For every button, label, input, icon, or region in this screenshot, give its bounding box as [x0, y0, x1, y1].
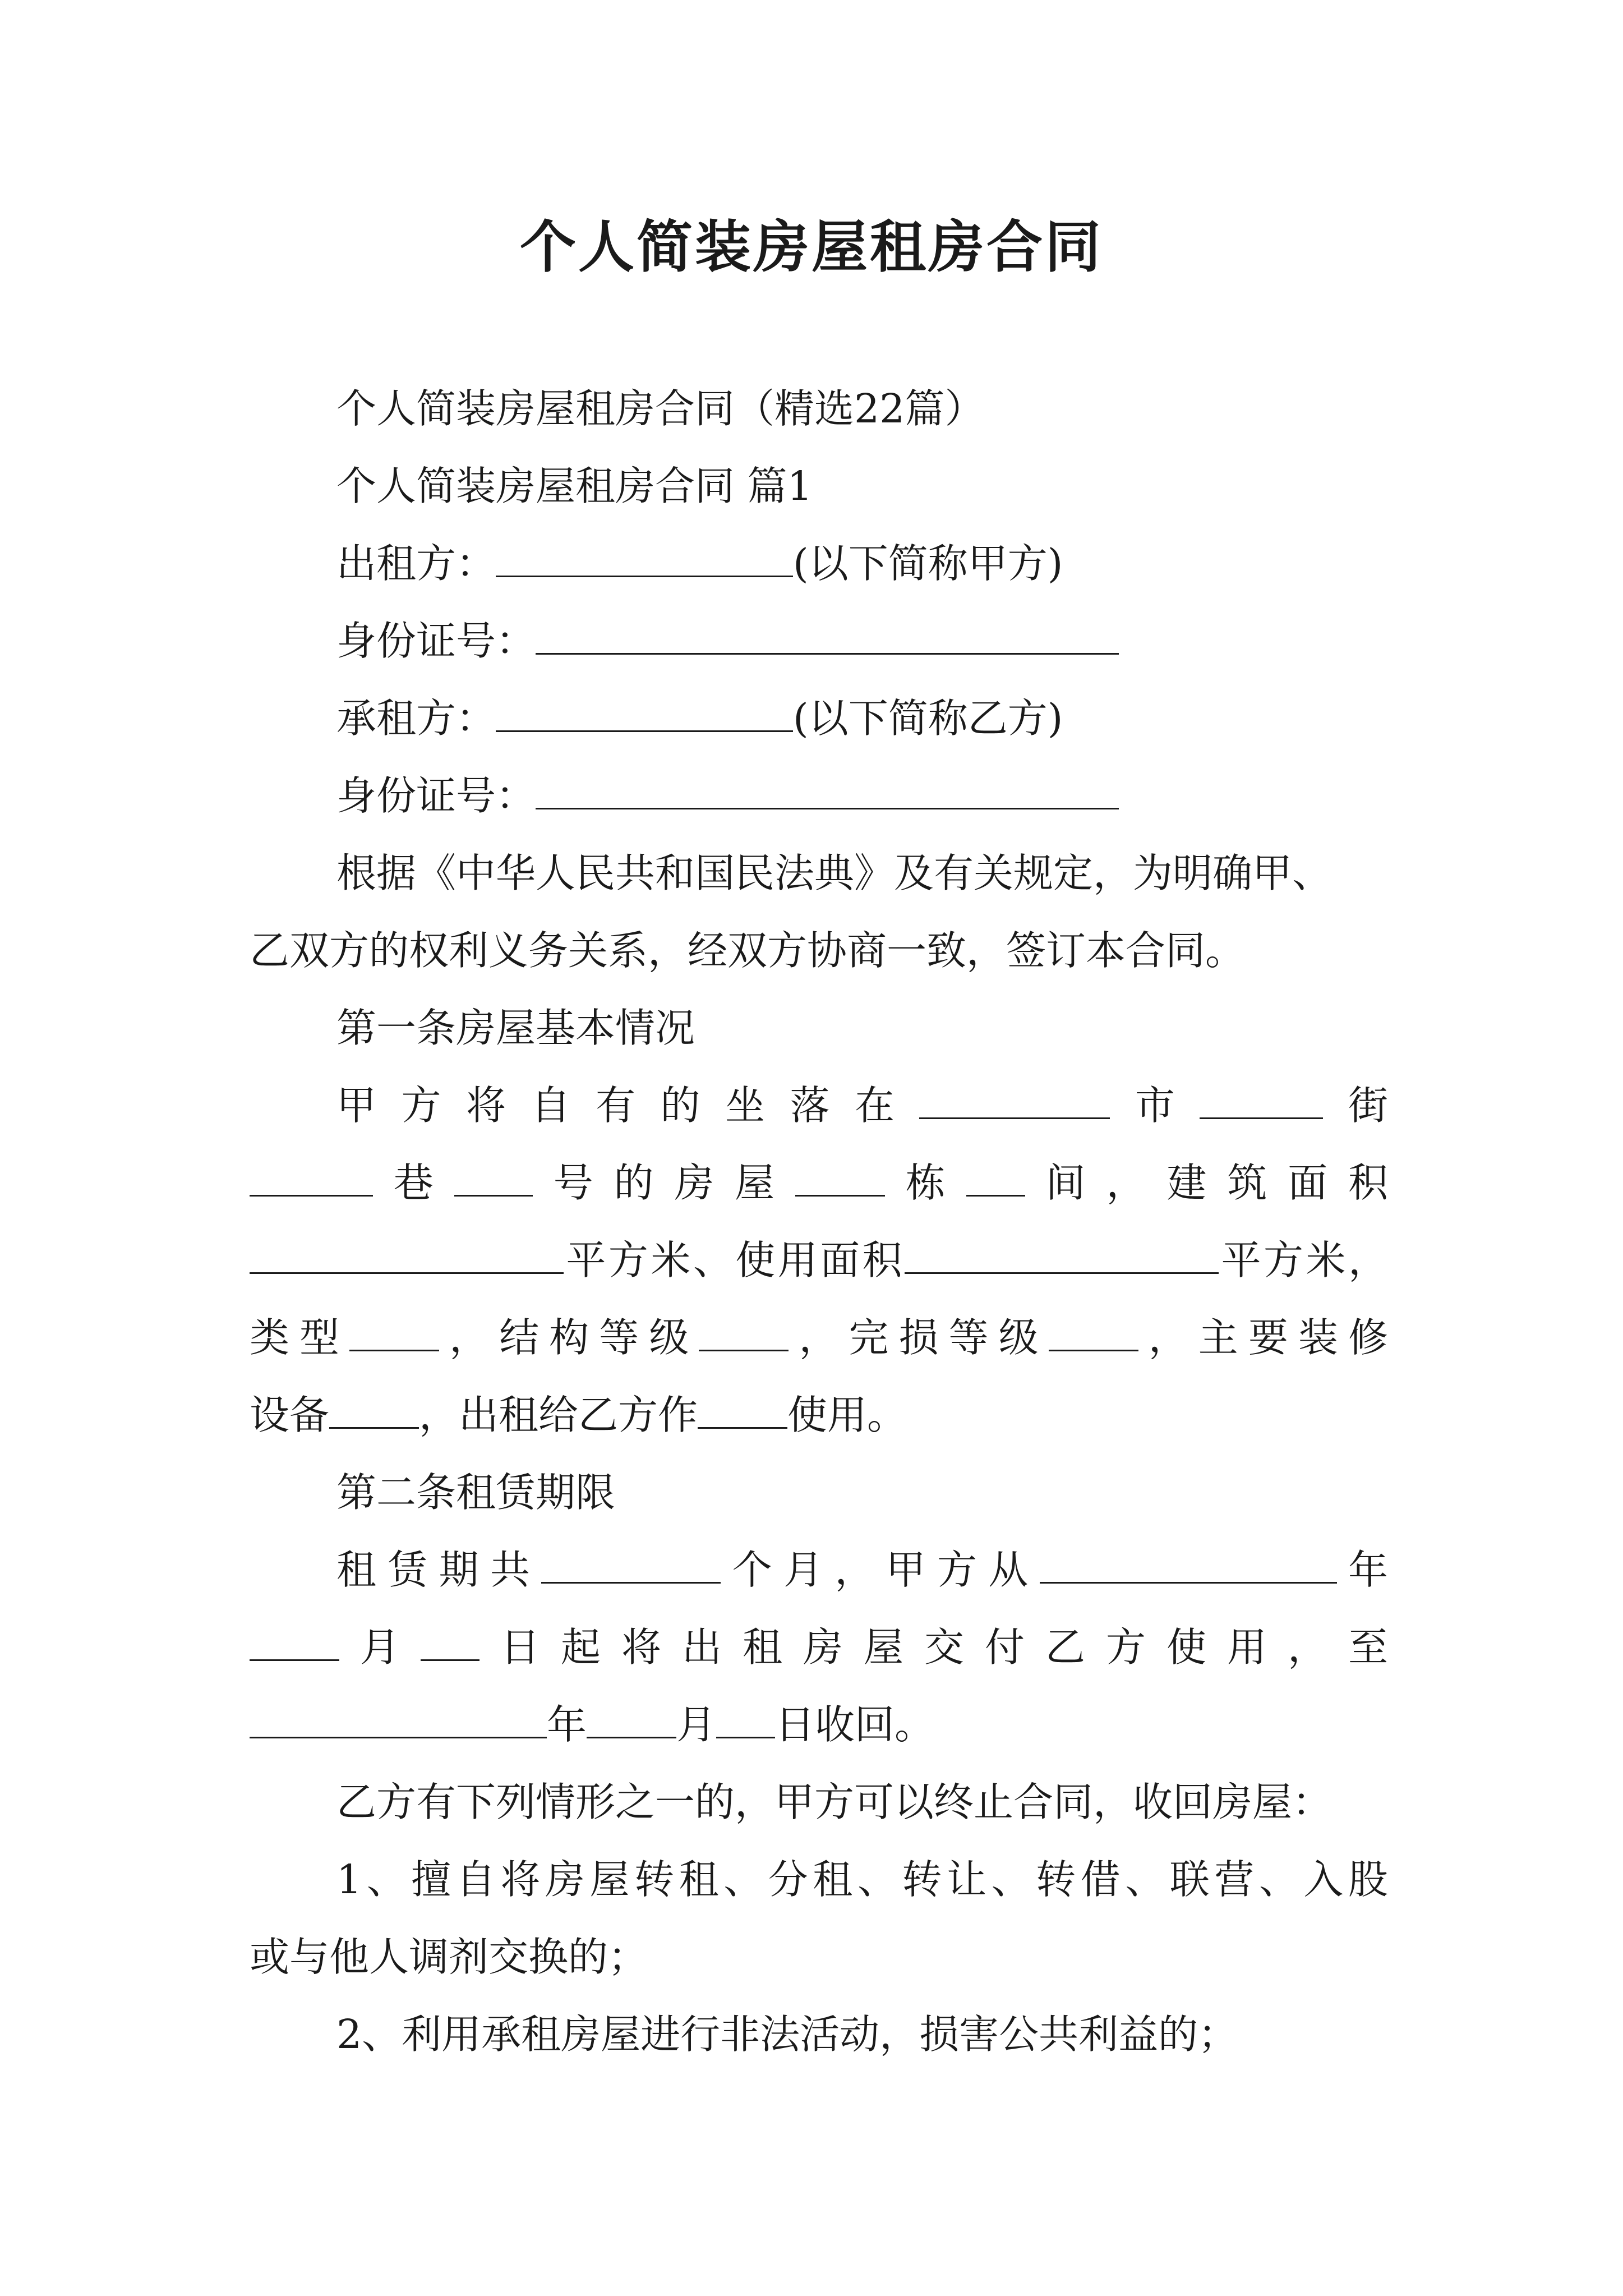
street-blank [250, 1158, 373, 1197]
article1-text: 甲方将自有的坐落在 [336, 1082, 920, 1129]
article1-line-2 [250, 1144, 1388, 1222]
article2-text: 日收回。 [775, 1701, 935, 1748]
article2-text: 日起将出租房屋交付乙方使用，至 [479, 1624, 1388, 1671]
article1-text: 巷 [373, 1159, 454, 1206]
article1-text: 设备 [250, 1392, 330, 1438]
article1-text: ，结构等级 [439, 1314, 699, 1361]
lessee-name-blank [496, 693, 793, 732]
structure-grade-blank [699, 1313, 789, 1351]
article2-text: 租赁期共 [336, 1547, 542, 1593]
lessee-label: 承租方： [336, 695, 496, 742]
article1-text: 类型 [250, 1314, 350, 1361]
lessor-id-label: 身份证号： [336, 618, 536, 664]
lessor-suffix: (以下简称甲方) [793, 540, 1063, 587]
article1-text: 街 [1323, 1082, 1388, 1129]
equipment-blank [329, 1390, 419, 1429]
article1-text: ，出租给乙方作 [419, 1392, 698, 1438]
lessee-id-blank [536, 771, 1119, 809]
city-blank [1200, 1080, 1323, 1119]
termination-item-1-line-2: 或与他人调剂交换的； [250, 1934, 648, 1980]
termination-item-2: 2、利用承租房屋进行非法活动，损害公共利益的； [336, 2011, 1238, 2058]
article2-line-1 [250, 1531, 1388, 1609]
start-month-blank [250, 1622, 339, 1661]
article1-text: 间，建筑面积 [1025, 1159, 1388, 1206]
house-number-blank [795, 1158, 885, 1197]
lane-blank [454, 1158, 533, 1197]
lessee-suffix: (以下简称乙方) [793, 695, 1063, 742]
building-area-blank [250, 1235, 564, 1274]
lessee-id-label: 身份证号： [336, 772, 536, 819]
article1-text: 平方米， [1219, 1237, 1388, 1283]
condition-grade-blank [1049, 1313, 1138, 1351]
section-heading: 个人简装房屋租房合同 篇1 [336, 463, 813, 509]
article1-text: 市 [1110, 1082, 1200, 1129]
intro-line-1: 根据《中华人民共和国民法典》及有关规定，为明确甲、 [336, 850, 1332, 896]
lessee-line [250, 680, 1388, 757]
end-year-blank [250, 1700, 547, 1738]
article1-text: ，主要装修 [1138, 1314, 1388, 1361]
building-blank [966, 1158, 1025, 1197]
end-month-blank [587, 1700, 676, 1738]
article2-line-2 [250, 1609, 1388, 1686]
article2-text: 月 [676, 1701, 717, 1748]
document-body [250, 370, 1388, 2073]
lessor-name-blank [496, 539, 793, 577]
article1-text: 使用。 [787, 1392, 907, 1438]
lessor-label: 出租方： [336, 540, 496, 587]
article1-text: ，完损等级 [789, 1314, 1049, 1361]
usage-blank [698, 1390, 787, 1429]
type-blank [349, 1313, 439, 1351]
document-title: 个人简装房屋租房合同 [520, 214, 1103, 280]
article1-text: 栋 [885, 1159, 966, 1206]
article2-text: 月 [339, 1624, 421, 1671]
termination-item-1-line-1: 1、擅自将房屋转租、分租、转让、转借、联营、入股 [336, 1856, 1388, 1903]
lessor-id-line [250, 602, 1388, 680]
lessor-id-blank [536, 616, 1119, 655]
article1-line-5 [250, 1377, 1388, 1454]
article1-heading: 第一条房屋基本情况 [336, 1005, 695, 1051]
start-year-blank [1040, 1545, 1337, 1584]
lessor-line [250, 525, 1388, 602]
article1-text: 号的房屋 [532, 1159, 796, 1206]
article2-line-3 [250, 1686, 1388, 1764]
article2-text: 个月，甲方从 [721, 1547, 1040, 1593]
lessee-id-line [250, 757, 1388, 835]
article1-line-1 [250, 1067, 1388, 1144]
article2-heading: 第二条租赁期限 [336, 1469, 616, 1516]
start-day-blank [421, 1622, 479, 1661]
location-blank [919, 1080, 1110, 1119]
article2-text: 年 [1336, 1547, 1388, 1593]
end-day-blank [716, 1700, 775, 1738]
subtitle: 个人简装房屋租房合同（精选22篇） [336, 385, 985, 432]
article1-line-3 [250, 1222, 1388, 1299]
usable-area-blank [905, 1235, 1219, 1274]
termination-intro: 乙方有下列情形之一的，甲方可以终止合同，收回房屋： [336, 1779, 1332, 1825]
article1-text: 平方米、使用面积 [564, 1237, 905, 1283]
article2-text: 年 [547, 1701, 587, 1748]
article1-line-4 [250, 1299, 1388, 1377]
lease-months-blank [541, 1545, 721, 1584]
intro-line-2: 乙双方的权利义务关系，经双方协商一致，签订本合同。 [250, 927, 1246, 974]
